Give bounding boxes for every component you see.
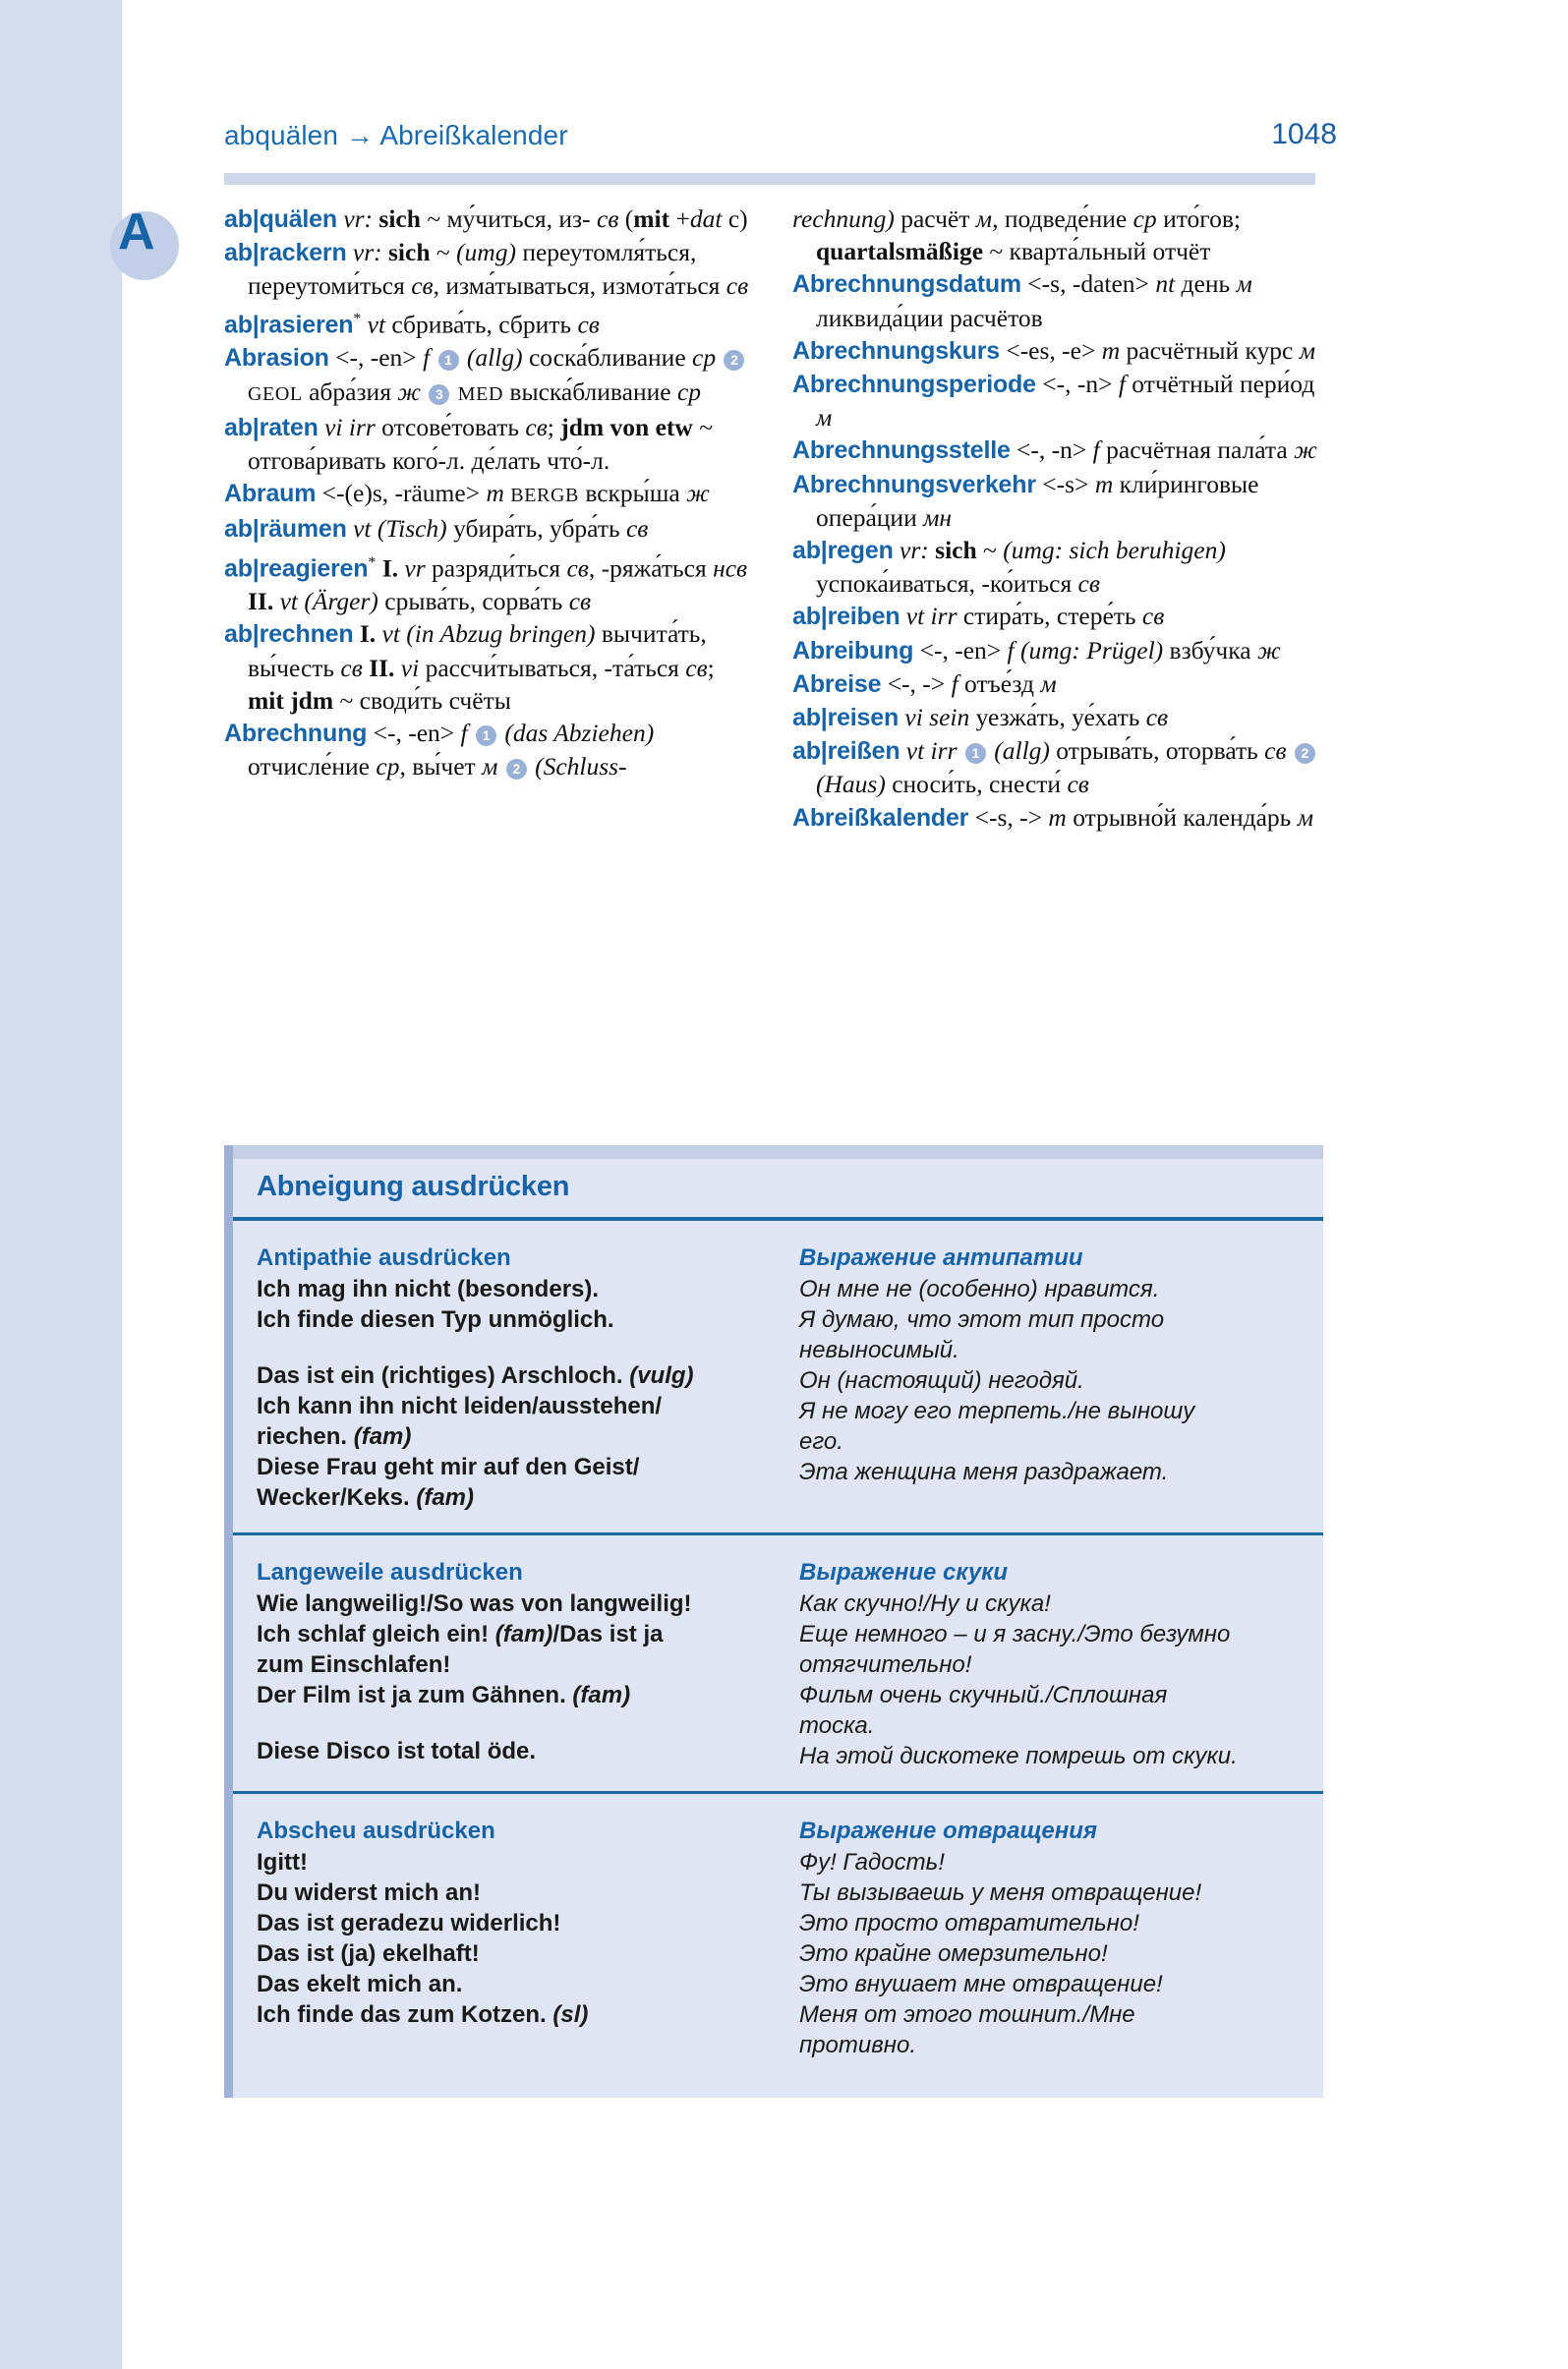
phrasebook-russian-line: Это крайне омерзительно! bbox=[799, 1940, 1108, 1967]
phrasebook-german-line: Ich kann ihn nicht leiden/ausstehen/ bbox=[257, 1393, 663, 1419]
phrasebook-german-line: Ich mag ihn nicht (besonders). bbox=[257, 1276, 600, 1302]
dictionary-entries bbox=[224, 202, 1323, 1087]
dictionary-entry-abraeumen: ab|räumen vt (Tisch) убира́ть, убра́ть св bbox=[224, 514, 649, 544]
dictionary-entry-abrechnungsperiode: Abrechnungsperiode <-, -n> f отчётный пери́од м bbox=[792, 370, 1315, 433]
phrasebook-line-gap bbox=[257, 1710, 785, 1736]
dictionary-column-left bbox=[224, 202, 755, 782]
phrasebook-russian-line: Еще немного – и я засну./Это безумно bbox=[799, 1621, 1231, 1647]
dictionary-entry-abrasieren: ab|rasieren* vt сбрива́ть, сбрить св bbox=[224, 310, 600, 339]
dictionary-entry-abraten: ab|raten vi irr отсове́товать св; jdm von etw ~ отгова́ривать кого́-л. де́лать что́-л. bbox=[224, 412, 713, 475]
dictionary-entry-abreissen: ab|reißen vt irr 1 (allg) отрыва́ть, оторва́ть св 2 (Haus) сноси́ть, снести́ св bbox=[792, 734, 1323, 800]
phrasebook-sections bbox=[233, 1221, 1323, 2098]
dictionary-entry-abreise: Abreise <-, -> f отъе́зд м bbox=[792, 668, 1057, 698]
phrasebook-russian-line: Меня от этого тошнит./Мне bbox=[799, 2001, 1135, 2028]
alphabet-thumb-letter: A bbox=[118, 203, 154, 260]
header-divider bbox=[224, 173, 1315, 185]
dictionary-entry-abreiben: ab|reiben vt irr стира́ть, стере́ть св bbox=[792, 602, 1165, 631]
phrasebook-german-heading: Abscheu ausdrücken bbox=[257, 1818, 495, 1844]
dictionary-entry-abrechnung: Abrechnung <-, -en> f 1 (das Abziehen) отчисле́ние ср, вы́чет м 2 (Schluss- bbox=[224, 719, 655, 781]
dictionary-entry-abreagieren: ab|reagieren* I. vr разряди́ться св, -ряжа́ться нсв II. vt (Ärger) срыва́ть, сорва́ть св bbox=[224, 553, 748, 616]
phrasebook-russian-line: Я думаю, что этот тип просто bbox=[799, 1306, 1165, 1333]
phrasebook-box bbox=[224, 1145, 1323, 2098]
phrasebook-line-gap bbox=[257, 1335, 785, 1360]
phrasebook-top-accent bbox=[233, 1145, 1323, 1159]
phrasebook-russian-heading: Выражение антипатии bbox=[799, 1244, 1083, 1271]
phrasebook-german-line: Ich finde das zum Kotzen. (sl) bbox=[257, 2001, 589, 2028]
page-number: 1048 bbox=[1271, 118, 1337, 150]
phrasebook-russian-line: На этой дискотеке помрешь от скуки. bbox=[799, 1743, 1238, 1769]
page-margin-bleed bbox=[0, 0, 122, 2369]
phrasebook-german-line: Das ist (ja) ekelhaft! bbox=[257, 1940, 480, 1967]
phrasebook-german-line: Wecker/Keks. (fam) bbox=[257, 1484, 474, 1511]
phrasebook-german-heading: Langeweile ausdrücken bbox=[257, 1559, 523, 1586]
phrasebook-german-line: Diese Disco ist total öde. bbox=[257, 1738, 537, 1764]
dictionary-entry-abreisskalender: Abreißkalender <-s, -> m отрывно́й календа́рь м bbox=[792, 802, 1313, 832]
phrasebook-russian-line: Он (настоящий) негодяй. bbox=[799, 1367, 1084, 1394]
dictionary-entry-abreibung: Abreibung <-, -en> f (umg: Prügel) взбу́чка ж bbox=[792, 635, 1281, 664]
phrasebook-russian-column bbox=[799, 1557, 1310, 1771]
phrasebook-russian-line: Я не могу его терпеть./не выношу bbox=[799, 1398, 1195, 1424]
dictionary-entry-abrechnung-cont: rechnung) расчёт м, подведе́ние ср ито́гов; quartalsmäßige ~ кварта́льный отчёт bbox=[792, 204, 1241, 266]
phrasebook-german-column bbox=[257, 1816, 799, 2060]
phrasebook-russian-line: его. bbox=[799, 1428, 843, 1455]
phrasebook-title-bar bbox=[233, 1159, 1323, 1221]
dictionary-entry-abrechnen: ab|rechnen I. vt (in Abzug bringen) вычита́ть, вы́честь св II. vi рассчи́тываться, -та́ться св; mit jdm ~ своди́ть счёты bbox=[224, 619, 715, 715]
phrasebook-section-abscheu bbox=[233, 1794, 1323, 2098]
dictionary-entry-abrechnungsverkehr: Abrechnungsverkehr <-s> m кли́ринговые опера́ции мн bbox=[792, 469, 1259, 532]
phrasebook-russian-line: Ты вызываешь у меня отвращение! bbox=[799, 1879, 1202, 1906]
phrasebook-german-line: Das ekelt mich an. bbox=[257, 1971, 463, 1997]
phrasebook-russian-line: отягчительно! bbox=[799, 1651, 972, 1678]
dictionary-entry-abrasion: Abrasion <-, -en> f 1 (allg) соска́бливание ср 2 GEOL абра́зия ж 3 MED выска́бливание ср bbox=[224, 341, 755, 410]
phrasebook-title: Abneigung ausdrücken bbox=[257, 1171, 570, 1202]
phrasebook-section-antipathie bbox=[233, 1221, 1323, 1535]
dictionary-entry-abrechnungsdatum: Abrechnungsdatum <-s, -daten> nt день м ликвида́ции расчётов bbox=[792, 269, 1252, 332]
dictionary-column-right bbox=[792, 202, 1323, 835]
phrasebook-russian-line: Это просто отвратительно! bbox=[799, 1910, 1139, 1936]
dictionary-entry-abraum: Abraum <-(e)s, -räume> m BERGB вскры́ша ж bbox=[224, 479, 710, 508]
dictionary-entry-abreisen: ab|reisen vi sein уезжа́ть, уе́хать св bbox=[792, 703, 1169, 732]
phrasebook-russian-line: невыносимый. bbox=[799, 1337, 959, 1363]
dictionary-entry-abrechnungskurs: Abrechnungskurs <-es, -e> m расчётный курс м bbox=[792, 335, 1316, 365]
phrasebook-russian-line: Фильм очень скучный./Сплошная bbox=[799, 1682, 1168, 1708]
phrasebook-russian-line: Фу! Гадость! bbox=[799, 1849, 945, 1876]
phrasebook-german-line: Igitt! bbox=[257, 1849, 308, 1876]
phrasebook-german-line: zum Einschlafen! bbox=[257, 1651, 451, 1678]
dictionary-entry-abrackern: ab|rackern vr: sich ~ (umg) переутомля́ться, переутоми́ться св, изма́тываться, измота́ться св bbox=[224, 238, 749, 301]
phrasebook-german-line: Das ist geradezu widerlich! bbox=[257, 1910, 561, 1936]
phrasebook-german-line: Das ist ein (richtiges) Arschloch. (vulg) bbox=[257, 1362, 694, 1389]
phrasebook-russian-line: противно. bbox=[799, 2032, 916, 2058]
phrasebook-german-column bbox=[257, 1557, 799, 1771]
phrasebook-german-line: Wie langweilig!/So was von langweilig! bbox=[257, 1590, 692, 1617]
phrasebook-german-line: Du widerst mich an! bbox=[257, 1879, 482, 1906]
phrasebook-german-line: Ich finde diesen Typ unmöglich. bbox=[257, 1306, 614, 1333]
phrasebook-german-line: Ich schlaf gleich ein! (fam)/Das ist ja bbox=[257, 1621, 664, 1647]
phrasebook-german-line: riechen. (fam) bbox=[257, 1423, 412, 1450]
phrasebook-section-langeweile bbox=[233, 1535, 1323, 1794]
dictionary-entry-abrechnungsstelle: Abrechnungsstelle <-, -n> f расчётная пала́та ж bbox=[792, 435, 1317, 465]
phrasebook-russian-line: Он мне не (особенно) нравится. bbox=[799, 1276, 1160, 1302]
phrasebook-russian-line: Эта женщина меня раздражает. bbox=[799, 1459, 1169, 1485]
dictionary-entry-abregen: ab|regen vr: sich ~ (umg: sich beruhigen) успока́иваться, -ко́иться св bbox=[792, 536, 1226, 599]
phrasebook-russian-column bbox=[799, 1242, 1310, 1513]
phrasebook-german-line: Der Film ist ja zum Gähnen. (fam) bbox=[257, 1682, 631, 1708]
running-head: abquälen → Abreißkalender bbox=[224, 120, 568, 150]
dictionary-entry-abquaelen: ab|quälen vr: sich ~ му́читься, из- св (mit +dat c) bbox=[224, 204, 748, 233]
phrasebook-german-heading: Antipathie ausdrücken bbox=[257, 1244, 511, 1271]
phrasebook-german-line: Diese Frau geht mir auf den Geist/ bbox=[257, 1454, 640, 1480]
phrasebook-russian-line: Это внушает мне отвращение! bbox=[799, 1971, 1163, 1997]
phrasebook-russian-line: Как скучно!/Ну и скука! bbox=[799, 1590, 1051, 1617]
phrasebook-russian-heading: Выражение отвращения bbox=[799, 1818, 1098, 1844]
phrasebook-german-column bbox=[257, 1242, 799, 1513]
phrasebook-russian-line: тоска. bbox=[799, 1712, 875, 1739]
phrasebook-russian-column bbox=[799, 1816, 1310, 2060]
phrasebook-russian-heading: Выражение скуки bbox=[799, 1559, 1009, 1586]
